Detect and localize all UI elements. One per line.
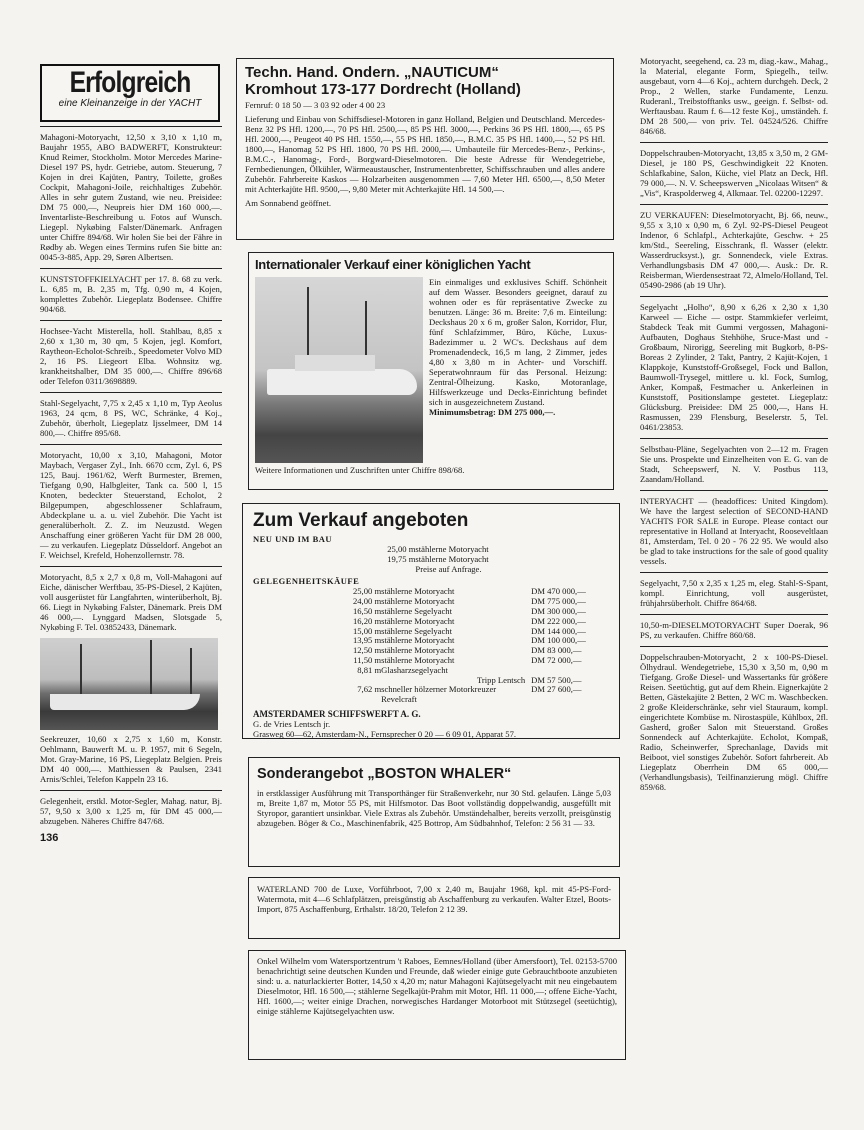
row-price: DM 775 000,— — [531, 596, 586, 607]
row-length: 16,50 m — [352, 605, 382, 616]
ad-doppelschrauben-rhein: Doppelschrauben-Motoryacht, 2 x 100-PS-Diesel. Ölhydraul. Wendegetriebe, 15,30 x 3,50 m, 0,90 m Tiefgang. Große Diesel- und Wassertanks für größere Reisen. Seetüchtig, gut auf dem Rhein. Eignerkajüte 2 Betten, Gästekajüte 2 Betten, 2 WC m. Waschbecken. 2 große Kleiderschränke, sehr viel Stauraum, kompl. eingerichtete Kombüse m. Nirostaspüle, Kühlbox, 2fl. Gasherd, großer Salon mit Steuerstand. Großes Sonnendeck auf Achterkajüte. Echolot, Kompaß, Radio, Scheinwerfer, Sprechanlage, Davids mit Beiboot, viel sonstiges Zubehör. Sofort fahrbereit. Ab Liegeplatz Oberrhein DM 65 000,— (Verhandlungsbasis), Teilfinanzierung mögl. Chiffre 859/68. — [640, 652, 828, 792]
koenigliche-yacht-ad — [248, 252, 614, 490]
row-length: 16,20 m — [352, 615, 382, 626]
table-indent — [253, 685, 341, 705]
table-indent — [253, 636, 341, 646]
row-length: 19,75 m — [387, 553, 416, 564]
ad-stahl-segelyacht: Stahl-Segelyacht, 7,75 x 2,45 x 1,10 m, Typ Aeolus 1963, 24 qcm, 8 PS, WC, Schränke, 4 Koj., Zubehör, überholt, Liegeplatz Ijsselmeer, DM 14 800,—. Chiffre 895/68. — [40, 398, 222, 438]
row-length: 25,00 m — [352, 586, 382, 597]
waterland-ad — [248, 877, 620, 939]
ad-mahagoni-motoryacht: Mahagoni-Motoryacht, 12,50 x 3,10 x 1,10 m, Baujahr 1955, ABO BADWERFT, Konstrukteur: Knud Reimer, Stockholm. Motor Mercedes Marine-Diesel 197 PS, hydr. Getriebe, autom. Steuerung, 7 Kojen in drei Kajüten, Pantry, Toilette, großes Cockpit, Mahagoni-Joile, reichhaltiges Zubehör. Alles in sehr gutem Zustand, wie neu. Preisidee: DM 75 000,—, Neupreis hier DM 160 000,—. Inventarliste-Beschreibung u. Fotos auf Wunsch. Liegepl. Nykøbing Falster/Dänemark. Anfragen unter Chiffre 894/68. Wir holen Sie bei der Fähre in Rødby ab. Wegen eines Termins rufen Sie bitte an: 0045-3-885, App. 29, Søren Albertsen. — [40, 132, 222, 262]
onkel-body: Onkel Wilhelm vom Watersportzentrum 't Raboes, Eemnes/Holland (über Amersfoort), Tel. 02153-5700 benachrichtigt seine deutschen Kunden und Freunde, daß wieder einige gute Gebrauchtboote anzubieten sind: u. a. naturlackierter Botter, 14,50 x 4,20 m; natur Mahagoni Kajütsegelyacht mit neu eingebautem Dieselmotor, Hfl. 16 500,—; stählerne Segelkajüt-Prahm mit Motor, Hfl. 11 000,—; offene Eiche-Yacht, Hfl. 1600,—; weiter einige Drachen, norwegisches Hardanger Motorboot mit Stützsegel (seetüchtig), einige stählerne Kajütsegelyachten usw. — [257, 956, 617, 1016]
erfolgreich-box — [40, 64, 220, 122]
zum-sec2: GELEGENHEITSKÄUFE — [253, 576, 360, 587]
row-description: Preise auf Anfrage. — [415, 563, 482, 574]
table-indent — [253, 545, 341, 555]
table-indent — [253, 565, 341, 575]
row-description: stählerne Motoryacht — [415, 553, 489, 564]
zum-company2: G. de Vries Lentsch jr. — [253, 718, 331, 729]
boston-whaler-ad — [248, 757, 620, 867]
table-indent — [253, 607, 341, 617]
erfolgreich-subtitle: eine Kleinanzeige in der YACHT — [58, 98, 202, 109]
ad-seekreuzer: Seekreuzer, 10,60 x 2,75 x 1,60 m, Konstr. Oehlmann, Bauwerft M. u. P. 1957, mit 6 Segeln, Mot. Gray-Marine, 16 PS, Liegeplatz Belgien. Preis DM 40 000,—. Matthiessen & Paulsen, 2341 Arnis/Schlei, Telefon Kappeln 23 16. — [40, 734, 222, 784]
row-description: stählerne Segelyacht — [381, 625, 452, 636]
page-number: 136 — [40, 832, 59, 844]
row-length: 24,00 m — [352, 596, 382, 607]
zum-sec1: NEU UND IM BAU — [253, 534, 333, 544]
nauticum-ad — [236, 58, 614, 240]
ad-zu-verkaufen-diesel: ZU VERKAUFEN: Dieselmotoryacht, Bj. 66, neuw., 9,55 x 3,10 x 0,90 m, 6 Zyl. 92-PS-Diesel Peugeot Indenor, 6 Schlafpl., Achterkajüte, Geschw. + 25 km/Std., Seereling, Eisschrank, fl. Wasser (elektr. Wasserdrucksyst.), gr. Sonnendeck, viele Extras. Verhandlungsbasis DM 47 000,—. Ausk.: Dr. R. Reisberman, Wierdensestraat 72, Almelo/Holland, Tel. 05490-2986 (ab 19 Uhr). — [640, 210, 828, 290]
ad-dieselmotoryacht-doerak: 10,50-m-DIESELMOTORYACHT Super Doerak, 96 PS, zu verkaufen. Chiffre 860/68. — [640, 620, 828, 640]
row-length: 7,62 m — [357, 684, 382, 695]
zum-new-table — [253, 545, 609, 574]
row-description: stählerne Motoryacht — [381, 615, 455, 626]
ad-kunststoffkielyacht: KUNSTSTOFFKIELYACHT per 17. 8. 68 zu verk. L. 6,85 m, B. 2,35 m, Tfg. 0,90 m, 4 Kojen, komplettes Zubehör. Liegeplatz Bodensee. Chiffre 904/68. — [40, 274, 222, 314]
table-indent — [253, 656, 341, 666]
zum-address: Grasweg 60—62, Amsterdam-N., Fernsprecher 0 20 — 6 09 01, Apparat 57. — [253, 728, 517, 739]
koenig-body: Ein einmaliges und exklusives Schiff. Schönheit auf dem Wasser. Besonders geeignet, darauf zu wohnen oder es für repräsentative Zwecke zu benutzen. Länge: 36 m. Breite: 7,6 m. Einteilung: Deckshaus 20 x 6 m, großer Salon, Korridor, Flur, fünf Schlafzimmer, Büro, Küche, Luxus-Badezimmer u. 2 WC's. Deckshaus auf dem Promenadendeck, 16,5 m lang, 2 Zimmer, jedes 4,80 x 3,80 m in Achter- und Vorschiff. Seperatwohnraum für das Personal. Heizung: Zentral-Ölheizung. Kasko, Motoranlage, Hilfswerkzeuge und Decks-Einrichtung befindet sich in ausgezeichnetem Zustand. — [429, 277, 607, 407]
table-indent — [253, 597, 341, 607]
ad-motoryacht-maybach: Motoryacht, 10,00 x 3,10, Mahagoni, Motor Maybach, Vergaser Zyl., Inh. 6670 ccm, Zyl. 6, PS 125, Bauj. 1961/62, Werft Burmester, Bremen, Tiefgang 0,90, Halbgleiter, Tank ca. 500 l, 15 Knoten, bedeckter Steuerstand, Echolot, 2 Bilgepumpen, abgeschlossener Schlafraum, Abdeckplane u. a. u. viel Zubehör. Die Yacht ist generalüberholt. Z. Z. im Neuzustd. Wegen Anschaffung einer größeren Yacht für DM 28 000,— zu verkaufen. Liegeplatz Düsseldorf. Angebot an F. Weichsel, Krefeld, Hohenzollernstr. 78. — [40, 450, 222, 560]
row-description: Tripp Lentsch — [476, 674, 526, 685]
zum-title: Zum Verkauf angeboten — [253, 510, 469, 531]
row-length: 25,00 m — [387, 544, 416, 554]
row-description: Glasharzsegelyacht — [381, 664, 448, 675]
row-price: DM 27 600,— — [531, 684, 582, 695]
ad-motoryacht-mahagoni-eiche: Motoryacht, 8,5 x 2,7 x 0,8 m, Voll-Mahagoni auf Eiche, dänischer Werftbau, 35-PS-Diesel, 2 Kajüten, voll ausgerüstet für Langfahrten, winterüberholt, Bj. 66. Liegt in Nykøbing Falster, Dänemark. Preis DM 46 000,—. Lynggard Madsen, Slotsgade 5, Nykøbing F. Tel. 03852433, Dänemark. — [40, 572, 222, 632]
nauticum-phone: Fernruf: 0 18 50 — 3 03 92 oder 4 00 23 — [245, 100, 386, 110]
koenig-min: Minimumsbetrag: DM 275 000,—. — [429, 407, 556, 417]
table-indent — [253, 555, 341, 565]
table-indent — [253, 666, 341, 676]
row-price: DM 72 000,— — [531, 654, 582, 665]
ad-motoryacht-seegehend: Motoryacht, seegehend, ca. 23 m, diag.-kaw., Mahag., la Material, elegante Form, Spiegelh., teilw. ausgebaut, vorn 4—6 Koj., achtern durchgeh. Deck, 2 Prop., 2 Wellen, starke Fundamente, Lenzu. Ruderanl., Treibstofftanks usw., geeign. f. Selbst- od. Werftausbau. Raum f. 6—12 feste Koj., umständeh. f. DM 28 500,— von priv. Tel. 04524/526. Chiffre 846/68. — [640, 56, 828, 136]
ad-segelyacht-stahl: Segelyacht, 7,50 x 2,35 x 1,25 m, eleg. Stahl-S-Spant, kompl. Einrichtung, voll ausgerüstet, frühjahrsüberholt. Chiffre 864/68. — [640, 578, 828, 608]
ad-motor-segler: Gelegenheit, erstkl. Motor-Segler, Mahag. natur, Bj. 57, 9,50 x 3,00 x 1,25 m, für DM 45 000,— abzugeben. Näheres Chiffre 847/68. — [40, 796, 222, 826]
royal-yacht-photo — [255, 277, 423, 463]
row-length: 12,50 m — [352, 645, 382, 656]
table-row — [253, 565, 609, 575]
table-indent — [253, 617, 341, 627]
table-indent — [253, 627, 341, 637]
row-description: stählerne Motoryacht — [381, 596, 455, 607]
boston-body: in erstklassiger Ausführung mit Transporthänger für Straßenverkehr, nur 30 Std. gelaufen. Länge 5,03 m, Breite 1,87 m, Motor 55 PS, mit Hilfsmotor. Das Boot vollständig doppelwandig, ausgefüllt mit Styropor, garantiert unsinkbar. Viele Extras als Zubehör. Umständehalber, bereits verzollt, preisgünstig abzugeben. Böger & Co., Maschinenfabrik, 425 Bottrop, Am Südbahnhof, Telefon: 2 56 31 — 33. — [257, 788, 611, 828]
zum-verkauf-ad — [242, 503, 620, 739]
row-description: schneller hölzerner Motorkreuzer Revelcraft — [381, 684, 497, 705]
row-length: 11,50 m — [353, 654, 382, 665]
waterland-body: WATERLAND 700 de Luxe, Vorführboot, 7,00 x 2,40 m, Baujahr 1968, kpl. mit 45-PS-Ford-Watermota, mit 4—6 Schlafplätzen, preisgünstig ab Aschaffenburg zu verkaufen. Walter Etzel, Boots-Import, 875 Aschaffenburg, Erthalstr. 18/20, Telefon 2 12 39. — [257, 884, 611, 914]
ad-doppelschrauben-witsen: Doppelschrauben-Motoryacht, 13,85 x 3,50 m, 2 GM-Diesel, je 180 PS, Geschwindigkeit 22 Knoten. Schlafkabine, Salon, Küche, viel Platz an Deck, Hfl. 79 000,—. N. V. Scheepswerven „Nicolaas Witsen“ & „Vis“, Kraspolderweg 4, Alkmaar. Tel. 02200-12297. — [640, 148, 828, 198]
row-description: stählerne Motoryacht — [381, 654, 455, 665]
onkel-wilhelm-ad — [248, 950, 626, 1060]
row-length: 13,95 m — [352, 635, 382, 646]
ad-segelyacht-holho: Segelyacht „Holho“, 8,90 x 6,26 x 2,30 x 1,30 Karweel — Eiche — ostpr. Stammkiefer verleimt, Stabdeck Teak mit Gummi vergossen, Mahagoni-Aufbauten, Doghaus Stehhöhe, Sruce-Mast und -Großbaum, Nirorigg, Seereling mit Bugkorb, 8-PS-Boreas 2 Zylinder, 2 Takt, Pantry, 2 Kajüt-Kojen, 1 Klappkoje, Kunststoff-Großsegel, Fock und Ballon, Baumwoll-Trysegel, mittlere u. kl. Fock, Sumlog, Anker, Kompaß, Festmacher u. Ankerleinen in Kunststoff, Positionslampe gestetet. Liegeplatz: Glücksburg. Preisidee: DM 25 000,—, Hans H. Rasmussen, 239 Flensburg, Beselerstr. 5, Tel. 0461/23853. — [640, 302, 828, 432]
koenig-footer: Weitere Informationen und Zuschriften unter Chiffre 898/68. — [255, 465, 465, 475]
table-indent — [253, 646, 341, 656]
seekreuzer-photo — [40, 638, 218, 730]
row-price: DM 144 000,— — [531, 625, 586, 636]
row-price: DM 300 000,— — [531, 605, 586, 616]
row-description: stählerne Segelyacht — [381, 605, 452, 616]
row-description: stählerne Motoryacht — [381, 586, 455, 597]
row-price: DM 100 000,— — [531, 635, 586, 646]
row-price: DM 57 500,— — [531, 674, 582, 685]
koenig-title: Internationaler Verkauf einer königlichen Yacht — [255, 257, 531, 272]
nauticum-body: Lieferung und Einbau von Schiffsdiesel-Motoren in ganz Holland, Belgien und Deutschland. Mercedes-Benz 32 PS Hfl. 1200,—, 70 PS Hfl. 2500,—, 85 PS Hfl. 3000,—, Perkins 36 PS Hfl. 1800,—, 65 PS Hfl. 2000,—, Peugeot 40 PS Hfl. 1550,—, 55 PS Hfl. 1850,—, B.M.C. 35 PS Hfl. 1400,—, 52 PS Hfl. 1800,—, Hanomag 52 PS Hfl. 1800, 70 PS Hfl. 2000,—. Umbauteile für Mercedes-Benz-, Perkins-, B.M.C.-, Hanomag-, Ford-, Borgward-Dieselmotoren. Die beste Adresse für Wendegetriebe, Fernbedienungen, Ölkühler, Wärmeaustauscher, Instrumentenbretter, Schiffsschrauben und alles andere Zubehör. Fahrbereite Kaskos — Holzarbeiten ausgenommen — 7,60 Meter Hfl. 6500,—, 8,50 Meter mit Achterkajüte Hfl. 9500,—, 9,80 Meter mit Achterkajüte Hfl. 14 500,—. — [245, 114, 605, 194]
ad-interyacht: INTERYACHT — (headoffices: United Kingdom). We have the largest selection of SECOND-HAND YACHTS FOR SALE in Europe. Please contact our representative in Holland at Interyacht, Rooseveltlaan 81, Amsterdam, Tel. 0 20 - 76 22 95. We would also be glad to take instructions for the sale of good quality vessels. — [640, 496, 828, 566]
row-description: stählerne Motoryacht — [381, 635, 455, 646]
ad-hochsee-yacht: Hochsee-Yacht Misterella, holl. Stahlbau, 8,85 x 2,60 x 1,30 m, 30 qm, 5 Kojen, jegl. Komfort, Raytheon-Echolot-Schreib., Speedometer Volvo MD 2, 16 PS. Liegeort Elba. Wohnsitz wg. krankheitshalber, DM 35 000,—. Chiffre 896/68 oder Telefon 0311/3698889. — [40, 326, 222, 386]
row-price: DM 470 000,— — [531, 586, 586, 597]
table-indent — [253, 676, 341, 686]
boston-title: Sonderangebot „BOSTON WHALER“ — [257, 766, 512, 782]
row-description: stählerne Motoryacht — [381, 645, 455, 656]
row-price: DM 222 000,— — [531, 615, 586, 626]
row-price: DM 83 000,— — [531, 645, 582, 656]
nauticum-head2: Kromhout 173-177 Dordrecht (Holland) — [245, 81, 521, 98]
ad-selbstbau-plaene: Selbstbau-Pläne, Segelyachten von 2—12 m. Fragen Sie uns. Prospekte und Einzelheiten von E. G. van de Stadt, Scheepswerf, N. V. Postbus 113, Zaandam/Holland. — [640, 444, 828, 484]
right-column — [640, 56, 828, 798]
nauticum-head1: Techn. Hand. Ondern. „NAUTICUM“ — [245, 64, 499, 81]
row-length: 8,81 m — [357, 664, 382, 675]
table-indent — [253, 587, 341, 597]
zum-price-table — [253, 587, 609, 705]
table-row — [253, 685, 609, 705]
nauticum-note: Am Sonnabend geöffnet. — [245, 198, 332, 208]
erfolgreich-title: Erfolgreich — [69, 66, 191, 99]
zum-company: AMSTERDAMER SCHIFFSWERFT A. G. — [253, 708, 421, 719]
row-description: stählerne Motoryacht — [415, 544, 489, 554]
row-length: 15,00 m — [352, 625, 382, 636]
row-length — [341, 565, 415, 575]
